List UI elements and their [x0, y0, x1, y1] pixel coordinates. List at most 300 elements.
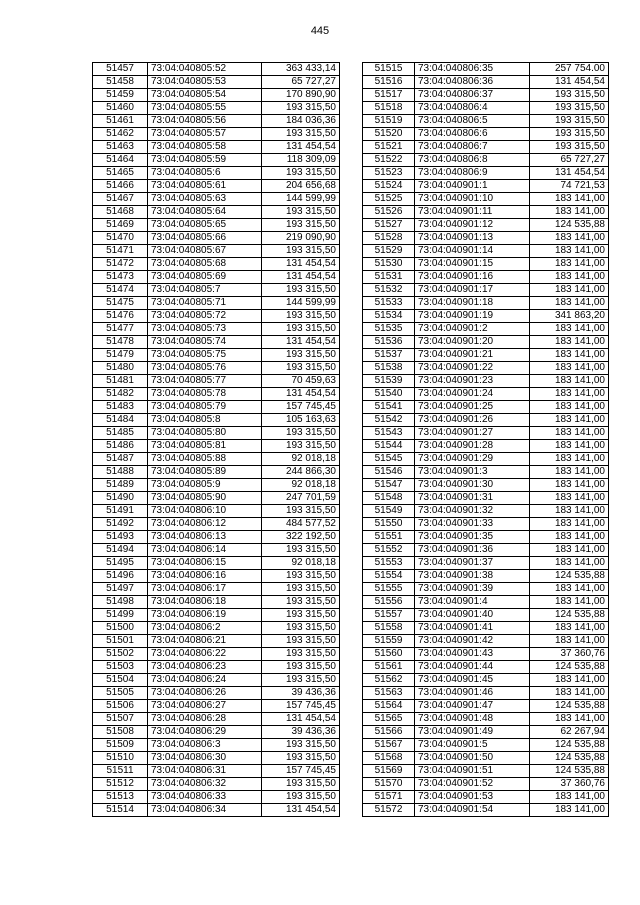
table-row [363, 596, 609, 609]
cadastral-value-cell: 193 315,50 [262, 674, 340, 687]
table-row [363, 401, 609, 414]
cadastral-number-cell: 73:04:040901:47 [415, 700, 530, 713]
record-number-cell: 51470 [93, 232, 148, 245]
table-row [363, 661, 609, 674]
cadastral-value-cell: 124 535,88 [530, 609, 609, 622]
cadastral-number-cell: 73:04:040901:3 [415, 466, 530, 479]
record-number-cell: 51563 [363, 687, 415, 700]
table-row [93, 544, 340, 557]
cadastral-number-cell: 73:04:040805:7 [148, 284, 262, 297]
record-number-cell: 51483 [93, 401, 148, 414]
record-number-cell: 51534 [363, 310, 415, 323]
record-number-cell: 51554 [363, 570, 415, 583]
cadastral-number-cell: 73:04:040805:63 [148, 193, 262, 206]
cadastral-value-cell: 193 315,50 [262, 323, 340, 336]
cadastral-number-cell: 73:04:040901:40 [415, 609, 530, 622]
record-number-cell: 51484 [93, 414, 148, 427]
record-number-cell: 51461 [93, 115, 148, 128]
table-row [93, 323, 340, 336]
cadastral-value-cell: 183 141,00 [530, 349, 609, 362]
cadastral-number-cell: 73:04:040901:36 [415, 544, 530, 557]
record-number-cell: 51557 [363, 609, 415, 622]
cadastral-number-cell: 73:04:040806:36 [415, 76, 530, 89]
cadastral-number-cell: 73:04:040806:23 [148, 661, 262, 674]
cadastral-number-cell: 73:04:040806:31 [148, 765, 262, 778]
cadastral-number-cell: 73:04:040806:18 [148, 596, 262, 609]
cadastral-number-cell: 73:04:040901:37 [415, 557, 530, 570]
cadastral-value-cell: 183 141,00 [530, 804, 609, 817]
cadastral-number-cell: 73:04:040805:53 [148, 76, 262, 89]
cadastral-number-cell: 73:04:040806:19 [148, 609, 262, 622]
table-row [363, 609, 609, 622]
cadastral-value-cell: 322 192,50 [262, 531, 340, 544]
cadastral-number-cell: 73:04:040901:48 [415, 713, 530, 726]
table-row [363, 245, 609, 258]
table-row [363, 479, 609, 492]
cadastral-value-cell: 183 141,00 [530, 401, 609, 414]
table-row [93, 674, 340, 687]
record-number-cell: 51512 [93, 778, 148, 791]
cadastral-number-cell: 73:04:040805:71 [148, 297, 262, 310]
record-number-cell: 51460 [93, 102, 148, 115]
cadastral-number-cell: 73:04:040806:10 [148, 505, 262, 518]
cadastral-number-cell: 73:04:040805:69 [148, 271, 262, 284]
cadastral-value-cell: 257 754.00 [530, 63, 609, 76]
cadastral-value-cell: 65 727,27 [262, 76, 340, 89]
table-row [93, 635, 340, 648]
cadastral-value-cell: 183 141,00 [530, 271, 609, 284]
table-row [363, 700, 609, 713]
table-row [93, 167, 340, 180]
cadastral-number-cell: 73:04:040805:88 [148, 453, 262, 466]
cadastral-value-cell: 157 745,45 [262, 401, 340, 414]
cadastral-number-cell: 73:04:040805:65 [148, 219, 262, 232]
cadastral-number-cell: 73:04:040901:30 [415, 479, 530, 492]
cadastral-value-cell: 193 315,50 [262, 635, 340, 648]
table-row [93, 128, 340, 141]
cadastral-number-cell: 73:04:040901:53 [415, 791, 530, 804]
record-number-cell: 51533 [363, 297, 415, 310]
cadastral-number-cell: 73:04:040805:58 [148, 141, 262, 154]
record-number-cell: 51459 [93, 89, 148, 102]
record-number-cell: 51458 [93, 76, 148, 89]
cadastral-number-cell: 73:04:040806:12 [148, 518, 262, 531]
table-row [363, 791, 609, 804]
cadastral-value-cell: 193 315,50 [530, 102, 609, 115]
cadastral-number-cell: 73:04:040901:2 [415, 323, 530, 336]
cadastral-value-cell: 193 315,50 [262, 648, 340, 661]
record-number-cell: 51481 [93, 375, 148, 388]
table-row [363, 752, 609, 765]
table-row [363, 180, 609, 193]
cadastral-value-cell: 124 535,88 [530, 570, 609, 583]
cadastral-value-cell: 92 018,18 [262, 479, 340, 492]
cadastral-number-cell: 73:04:040901:23 [415, 375, 530, 388]
cadastral-number-cell: 73:04:040901:15 [415, 258, 530, 271]
table-row [363, 89, 609, 102]
cadastral-number-cell: 73:04:040805:54 [148, 89, 262, 102]
table-row [363, 336, 609, 349]
cadastral-number-cell: 73:04:040805:56 [148, 115, 262, 128]
record-number-cell: 51487 [93, 453, 148, 466]
cadastral-value-cell: 193 315,50 [530, 128, 609, 141]
table-row [93, 570, 340, 583]
table-row [93, 609, 340, 622]
table-row [363, 284, 609, 297]
cadastral-number-cell: 73:04:040805:78 [148, 388, 262, 401]
cadastral-number-cell: 73:04:040805:79 [148, 401, 262, 414]
table-row [363, 778, 609, 791]
cadastral-value-cell: 131 454,54 [262, 271, 340, 284]
record-number-cell: 51457 [93, 63, 148, 76]
cadastral-value-cell: 363 433,14 [262, 63, 340, 76]
page-number: 445 [310, 25, 330, 37]
table-row [363, 674, 609, 687]
cadastral-value-cell: 124 535,88 [530, 700, 609, 713]
table-row [93, 596, 340, 609]
cadastral-value-cell: 193 315,50 [262, 752, 340, 765]
table-row [363, 804, 609, 817]
cadastral-number-cell: 73:04:040806:4 [415, 102, 530, 115]
cadastral-number-cell: 73:04:040806:28 [148, 713, 262, 726]
cadastral-number-cell: 73:04:040901:33 [415, 518, 530, 531]
cadastral-value-cell: 183 141,00 [530, 427, 609, 440]
table-row [363, 427, 609, 440]
cadastral-value-cell: 183 141,00 [530, 622, 609, 635]
record-number-cell: 51501 [93, 635, 148, 648]
cadastral-number-cell: 73:04:040805:55 [148, 102, 262, 115]
record-number-cell: 51556 [363, 596, 415, 609]
cadastral-value-cell: 144 599,99 [262, 297, 340, 310]
cadastral-number-cell: 73:04:040901:39 [415, 583, 530, 596]
cadastral-number-cell: 73:04:040901:19 [415, 310, 530, 323]
record-number-cell: 51572 [363, 804, 415, 817]
record-number-cell: 51558 [363, 622, 415, 635]
table-row [363, 206, 609, 219]
table-row [363, 63, 609, 76]
table-row [363, 167, 609, 180]
record-number-cell: 51479 [93, 349, 148, 362]
record-number-cell: 51507 [93, 713, 148, 726]
table-row [93, 700, 340, 713]
record-number-cell: 51566 [363, 726, 415, 739]
record-number-cell: 51528 [363, 232, 415, 245]
record-number-cell: 51474 [93, 284, 148, 297]
cadastral-number-cell: 73:04:040806:30 [148, 752, 262, 765]
cadastral-number-cell: 73:04:040806:15 [148, 557, 262, 570]
cadastral-number-cell: 73:04:040806:27 [148, 700, 262, 713]
table-row [363, 193, 609, 206]
table-row [363, 713, 609, 726]
cadastral-number-cell: 73:04:040901:12 [415, 219, 530, 232]
table-row [93, 778, 340, 791]
record-number-cell: 51526 [363, 206, 415, 219]
cadastral-value-cell: 183 141,00 [530, 544, 609, 557]
cadastral-number-cell: 73:04:040901:45 [415, 674, 530, 687]
record-number-cell: 51508 [93, 726, 148, 739]
cadastral-number-cell: 73:04:040901:4 [415, 596, 530, 609]
cadastral-number-cell: 73:04:040805:80 [148, 427, 262, 440]
cadastral-number-cell: 73:04:040806:24 [148, 674, 262, 687]
table-row [363, 687, 609, 700]
cadastral-value-cell: 131 454,54 [262, 804, 340, 817]
cadastral-number-cell: 73:04:040901:17 [415, 284, 530, 297]
table-row [93, 726, 340, 739]
cadastral-value-cell: 183 141,00 [530, 193, 609, 206]
record-number-cell: 51545 [363, 453, 415, 466]
table-row [363, 453, 609, 466]
cadastral-number-cell: 73:04:040901:18 [415, 297, 530, 310]
record-number-cell: 51465 [93, 167, 148, 180]
cadastral-value-cell: 183 141,00 [530, 245, 609, 258]
cadastral-value-cell: 193 315,50 [262, 219, 340, 232]
record-number-cell: 51547 [363, 479, 415, 492]
table-row [363, 466, 609, 479]
cadastral-number-cell: 73:04:040901:43 [415, 648, 530, 661]
cadastral-number-cell: 73:04:040805:75 [148, 349, 262, 362]
record-number-cell: 51546 [363, 466, 415, 479]
record-number-cell: 51536 [363, 336, 415, 349]
cadastral-number-cell: 73:04:040901:20 [415, 336, 530, 349]
record-number-cell: 51516 [363, 76, 415, 89]
cadastral-number-cell: 73:04:040805:8 [148, 414, 262, 427]
cadastral-value-cell: 183 141,00 [530, 518, 609, 531]
record-number-cell: 51468 [93, 206, 148, 219]
cadastral-value-cell: 193 315,50 [262, 427, 340, 440]
cadastral-value-cell: 193 315,50 [262, 102, 340, 115]
record-number-cell: 51538 [363, 362, 415, 375]
table-row [93, 219, 340, 232]
record-number-cell: 51522 [363, 154, 415, 167]
cadastral-number-cell: 73:04:040806:21 [148, 635, 262, 648]
record-number-cell: 51503 [93, 661, 148, 674]
table-row [93, 245, 340, 258]
cadastral-value-cell: 124 535,88 [530, 219, 609, 232]
table-row [363, 726, 609, 739]
record-number-cell: 51482 [93, 388, 148, 401]
cadastral-value-cell: 193 315,50 [262, 791, 340, 804]
record-number-cell: 51498 [93, 596, 148, 609]
cadastral-number-cell: 73:04:040805:73 [148, 323, 262, 336]
cadastral-value-cell: 183 141,00 [530, 414, 609, 427]
cadastral-number-cell: 73:04:040901:46 [415, 687, 530, 700]
cadastral-number-cell: 73:04:040806:7 [415, 141, 530, 154]
cadastral-value-cell: 62 267,94 [530, 726, 609, 739]
table-row [93, 804, 340, 817]
record-number-cell: 51463 [93, 141, 148, 154]
cadastral-value-cell: 193 315,50 [262, 583, 340, 596]
table-row [93, 466, 340, 479]
cadastral-value-cell: 124 535,88 [530, 661, 609, 674]
record-number-cell: 51495 [93, 557, 148, 570]
cadastral-number-cell: 73:04:040805:61 [148, 180, 262, 193]
record-number-cell: 51519 [363, 115, 415, 128]
cadastral-number-cell: 73:04:040806:13 [148, 531, 262, 544]
table-row [93, 76, 340, 89]
cadastral-value-cell: 484 577,52 [262, 518, 340, 531]
record-number-cell: 51485 [93, 427, 148, 440]
record-number-cell: 51548 [363, 492, 415, 505]
cadastral-value-cell: 193 315,50 [262, 310, 340, 323]
cadastral-value-cell: 244 866,30 [262, 466, 340, 479]
cadastral-value-cell: 183 141,00 [530, 232, 609, 245]
table-row [363, 635, 609, 648]
record-number-cell: 51539 [363, 375, 415, 388]
table-row [93, 453, 340, 466]
cadastral-value-cell: 193 315,50 [262, 206, 340, 219]
record-number-cell: 51562 [363, 674, 415, 687]
record-number-cell: 51559 [363, 635, 415, 648]
cadastral-value-cell: 131 454,54 [530, 167, 609, 180]
cadastral-value-cell: 183 141,00 [530, 284, 609, 297]
cadastral-value-cell: 183 141,00 [530, 362, 609, 375]
cadastral-value-cell: 183 141,00 [530, 674, 609, 687]
cadastral-number-cell: 73:04:040901:13 [415, 232, 530, 245]
cadastral-value-cell: 144 599,99 [262, 193, 340, 206]
record-number-cell: 51505 [93, 687, 148, 700]
cadastral-number-cell: 73:04:040901:27 [415, 427, 530, 440]
cadastral-value-cell: 219 090,90 [262, 232, 340, 245]
table-row [93, 557, 340, 570]
record-number-cell: 51497 [93, 583, 148, 596]
cadastral-number-cell: 73:04:040901:32 [415, 505, 530, 518]
cadastral-number-cell: 73:04:040901:21 [415, 349, 530, 362]
cadastral-number-cell: 73:04:040806:5 [415, 115, 530, 128]
record-number-cell: 51475 [93, 297, 148, 310]
cadastral-value-cell: 193 315,50 [262, 245, 340, 258]
cadastral-number-cell: 73:04:040805:64 [148, 206, 262, 219]
registry-table-right [362, 62, 609, 817]
cadastral-number-cell: 73:04:040806:8 [415, 154, 530, 167]
record-number-cell: 51464 [93, 154, 148, 167]
cadastral-value-cell: 170 890,90 [262, 89, 340, 102]
cadastral-number-cell: 73:04:040806:22 [148, 648, 262, 661]
cadastral-number-cell: 73:04:040901:38 [415, 570, 530, 583]
cadastral-value-cell: 193 315,50 [262, 167, 340, 180]
cadastral-value-cell: 183 141,00 [530, 583, 609, 596]
cadastral-number-cell: 73:04:040901:49 [415, 726, 530, 739]
cadastral-value-cell: 183 141,00 [530, 635, 609, 648]
cadastral-value-cell: 183 141,00 [530, 687, 609, 700]
record-number-cell: 51571 [363, 791, 415, 804]
table-row [93, 648, 340, 661]
record-number-cell: 51462 [93, 128, 148, 141]
cadastral-number-cell: 73:04:040805:90 [148, 492, 262, 505]
cadastral-value-cell: 193 315,50 [530, 115, 609, 128]
table-row [93, 492, 340, 505]
record-number-cell: 51535 [363, 323, 415, 336]
table-row [93, 518, 340, 531]
table-row [363, 141, 609, 154]
cadastral-value-cell: 193 315,50 [262, 128, 340, 141]
cadastral-value-cell: 183 141,00 [530, 206, 609, 219]
table-row [93, 661, 340, 674]
record-number-cell: 51477 [93, 323, 148, 336]
table-row [93, 687, 340, 700]
table-row [93, 427, 340, 440]
record-number-cell: 51488 [93, 466, 148, 479]
record-number-cell: 51518 [363, 102, 415, 115]
table-row [363, 128, 609, 141]
cadastral-value-cell: 193 315,50 [262, 778, 340, 791]
table-row [363, 154, 609, 167]
cadastral-value-cell: 92 018,18 [262, 453, 340, 466]
table-row [363, 531, 609, 544]
record-number-cell: 51473 [93, 271, 148, 284]
table-row [93, 401, 340, 414]
cadastral-number-cell: 73:04:040806:6 [415, 128, 530, 141]
record-number-cell: 51476 [93, 310, 148, 323]
table-row [93, 440, 340, 453]
record-number-cell: 51466 [93, 180, 148, 193]
cadastral-value-cell: 184 036,36 [262, 115, 340, 128]
table-row [93, 505, 340, 518]
cadastral-number-cell: 73:04:040806:33 [148, 791, 262, 804]
table-row [93, 739, 340, 752]
cadastral-value-cell: 183 141,00 [530, 505, 609, 518]
cadastral-value-cell: 105 163,63 [262, 414, 340, 427]
cadastral-number-cell: 73:04:040901:1 [415, 180, 530, 193]
cadastral-value-cell: 131 454,54 [262, 336, 340, 349]
cadastral-value-cell: 183 141,00 [530, 479, 609, 492]
cadastral-number-cell: 73:04:040806:34 [148, 804, 262, 817]
cadastral-number-cell: 73:04:040901:50 [415, 752, 530, 765]
cadastral-value-cell: 183 141,00 [530, 466, 609, 479]
cadastral-value-cell: 131 454,54 [262, 141, 340, 154]
record-number-cell: 51504 [93, 674, 148, 687]
table-row [363, 271, 609, 284]
record-number-cell: 51524 [363, 180, 415, 193]
cadastral-number-cell: 73:04:040901:10 [415, 193, 530, 206]
record-number-cell: 51541 [363, 401, 415, 414]
record-number-cell: 51568 [363, 752, 415, 765]
cadastral-value-cell: 193 315,50 [262, 284, 340, 297]
cadastral-number-cell: 73:04:040806:3 [148, 739, 262, 752]
table-row [93, 284, 340, 297]
record-number-cell: 51521 [363, 141, 415, 154]
cadastral-value-cell: 193 315,50 [262, 609, 340, 622]
cadastral-value-cell: 193 315,50 [262, 349, 340, 362]
table-row [363, 388, 609, 401]
cadastral-number-cell: 73:04:040805:72 [148, 310, 262, 323]
cadastral-number-cell: 73:04:040805:66 [148, 232, 262, 245]
record-number-cell: 51480 [93, 362, 148, 375]
record-number-cell: 51509 [93, 739, 148, 752]
cadastral-value-cell: 183 141,00 [530, 388, 609, 401]
table-row [363, 349, 609, 362]
record-number-cell: 51564 [363, 700, 415, 713]
table-row [363, 622, 609, 635]
table-row [363, 583, 609, 596]
record-number-cell: 51540 [363, 388, 415, 401]
record-number-cell: 51491 [93, 505, 148, 518]
cadastral-value-cell: 193 315,50 [262, 544, 340, 557]
record-number-cell: 51560 [363, 648, 415, 661]
cadastral-number-cell: 73:04:040901:35 [415, 531, 530, 544]
table-row [363, 518, 609, 531]
record-number-cell: 51493 [93, 531, 148, 544]
record-number-cell: 51565 [363, 713, 415, 726]
record-number-cell: 51561 [363, 661, 415, 674]
record-number-cell: 51467 [93, 193, 148, 206]
record-number-cell: 51569 [363, 765, 415, 778]
table-row [93, 180, 340, 193]
record-number-cell: 51511 [93, 765, 148, 778]
cadastral-value-cell: 193 315,50 [262, 362, 340, 375]
table-row [93, 375, 340, 388]
table-row [363, 76, 609, 89]
cadastral-number-cell: 73:04:040805:67 [148, 245, 262, 258]
